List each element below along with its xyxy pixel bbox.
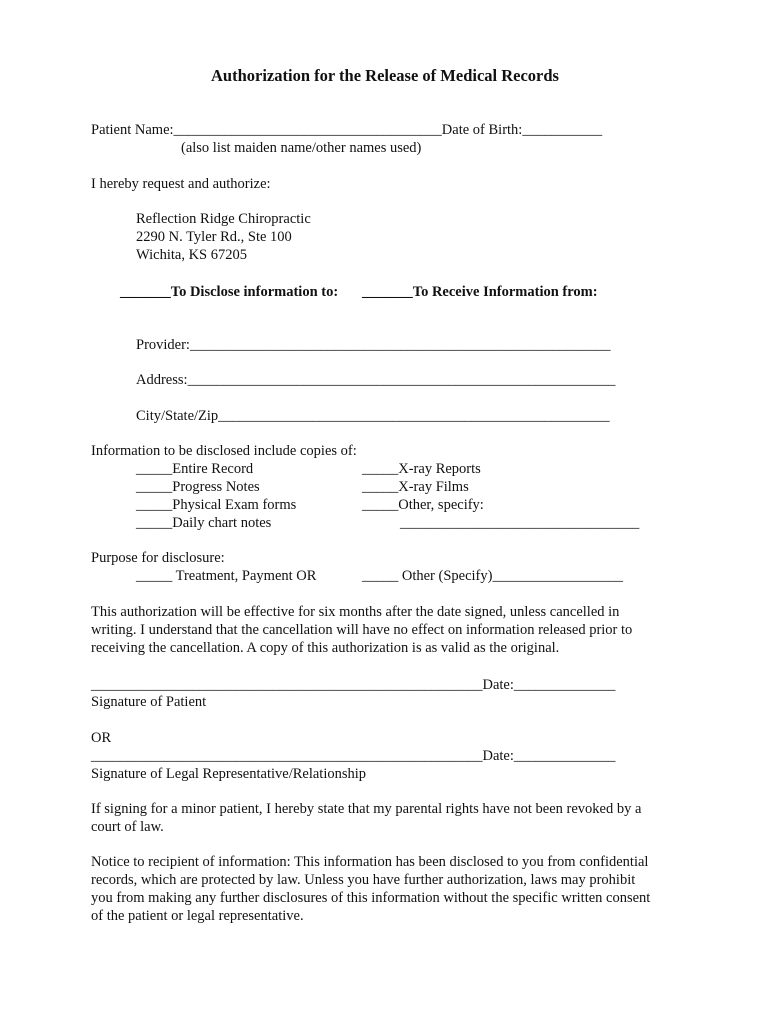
info-item-daily-chart: [136, 514, 271, 532]
patient-date-label: Date:: [482, 677, 514, 693]
rep-signature-caption: Signature of Legal Representative/Relationship: [91, 766, 367, 782]
info-item-label: Progress Notes: [172, 479, 260, 495]
info-item-label: Entire Record: [172, 461, 254, 477]
receive-option: [362, 283, 598, 301]
receive-blank[interactable]: _______: [362, 284, 413, 300]
info-item-label: X-ray Films: [398, 479, 469, 495]
info-item-label: Daily chart notes: [172, 515, 272, 531]
patient-signature-caption: Signature of Patient: [91, 694, 207, 710]
info-item-xray-films: [362, 478, 469, 496]
info-item-label: Other, specify:: [398, 497, 484, 513]
patient-signature-field[interactable]: ______________________________________________________: [91, 677, 483, 693]
info-checkbox-blank[interactable]: _____: [362, 461, 399, 477]
info-item-label: Physical Exam forms: [172, 497, 297, 513]
clinic-city: Wichita, KS 67205: [136, 247, 247, 263]
info-item-other: [362, 496, 484, 514]
disclose-blank[interactable]: _______: [120, 284, 171, 300]
clinic-street: 2290 N. Tyler Rd., Ste 100: [136, 229, 292, 245]
maiden-name-note: (also list maiden name/other names used): [181, 140, 422, 156]
notice-line: records, which are protected by law. Unless you have further authorization, laws may prohibit: [91, 872, 636, 888]
info-checkbox-blank[interactable]: _____: [136, 515, 173, 531]
info-item-physical-exam: [136, 496, 296, 514]
authorization-line: writing. I understand that the cancellation will have no effect on information released prior to: [91, 622, 633, 638]
info-item-xray-reports: [362, 460, 481, 478]
notice-line: Notice to recipient of information: This information has been disclosed to you from confidential: [91, 854, 649, 870]
notice-paragraph: [91, 853, 691, 925]
city-state-zip-label: City/State/Zip: [136, 408, 219, 424]
info-checkbox-blank[interactable]: _____: [136, 479, 173, 495]
notice-line: you from making any further disclosures of this information without the specific written consent: [91, 890, 651, 906]
address-label: Address:: [136, 372, 188, 388]
rep-date-label: Date:: [482, 748, 514, 764]
form-title: Authorization for the Release of Medical Records: [211, 66, 559, 85]
info-item-progress-notes: [136, 478, 260, 496]
clinic-name: Reflection Ridge Chiropractic: [136, 211, 311, 227]
authorization-line: This authorization will be effective for six months after the date signed, unless cancelled in: [91, 604, 620, 620]
info-checkbox-blank[interactable]: _____: [136, 497, 173, 513]
authorization-paragraph: [91, 603, 691, 657]
info-checkbox-blank[interactable]: _____: [362, 479, 399, 495]
disclose-label: To Disclose information to:: [170, 284, 339, 300]
city-state-zip-row: [136, 407, 610, 425]
notice-line: of the patient or legal representative.: [91, 908, 304, 924]
provider-row: [136, 336, 610, 354]
rep-date-field[interactable]: ______________: [513, 748, 616, 764]
info-heading: Information to be disclosed include copies of:: [91, 443, 357, 459]
city-state-zip-field[interactable]: ______________________________________________________: [218, 408, 610, 424]
purpose-other-option: [362, 567, 623, 585]
other-specify-field[interactable]: _________________________________: [400, 515, 640, 531]
info-checkbox-blank[interactable]: _____: [362, 497, 399, 513]
authorization-line: receiving the cancellation. A copy of this authorization is as valid as the original.: [91, 640, 560, 656]
provider-label: Provider:: [136, 337, 190, 353]
receive-label: To Receive Information from:: [412, 284, 598, 300]
dob-field[interactable]: ___________: [522, 122, 603, 138]
dob-label: Date of Birth:: [441, 122, 523, 138]
minor-line: court of law.: [91, 819, 164, 835]
patient-name-field[interactable]: _____________________________________: [173, 122, 442, 138]
request-line: I hereby request and authorize:: [91, 176, 271, 192]
purpose-other-field[interactable]: __________________: [492, 568, 623, 584]
info-item-entire-record: [136, 460, 253, 478]
provider-field[interactable]: __________________________________________________________: [189, 337, 611, 353]
address-field[interactable]: ___________________________________________________________: [187, 372, 616, 388]
patient-name-label: Patient Name:: [91, 122, 174, 138]
patient-signature-row: [91, 676, 615, 694]
purpose-other-label[interactable]: _____ Other (Specify): [362, 568, 493, 584]
address-row: [136, 371, 615, 389]
minor-paragraph: [91, 800, 691, 836]
or-text: OR: [91, 730, 112, 746]
minor-line: If signing for a minor patient, I hereby state that my parental rights have not been revoked by a: [91, 801, 642, 817]
rep-signature-row: [91, 747, 615, 765]
purpose-treatment-option[interactable]: _____ Treatment, Payment OR: [136, 568, 317, 584]
info-item-label: X-ray Reports: [398, 461, 481, 477]
rep-signature-field[interactable]: ______________________________________________________: [91, 748, 483, 764]
info-checkbox-blank[interactable]: _____: [136, 461, 173, 477]
patient-date-field[interactable]: ______________: [513, 677, 616, 693]
purpose-heading: Purpose for disclosure:: [91, 550, 225, 566]
disclose-option: [120, 283, 338, 301]
patient-name-row: [91, 121, 602, 139]
